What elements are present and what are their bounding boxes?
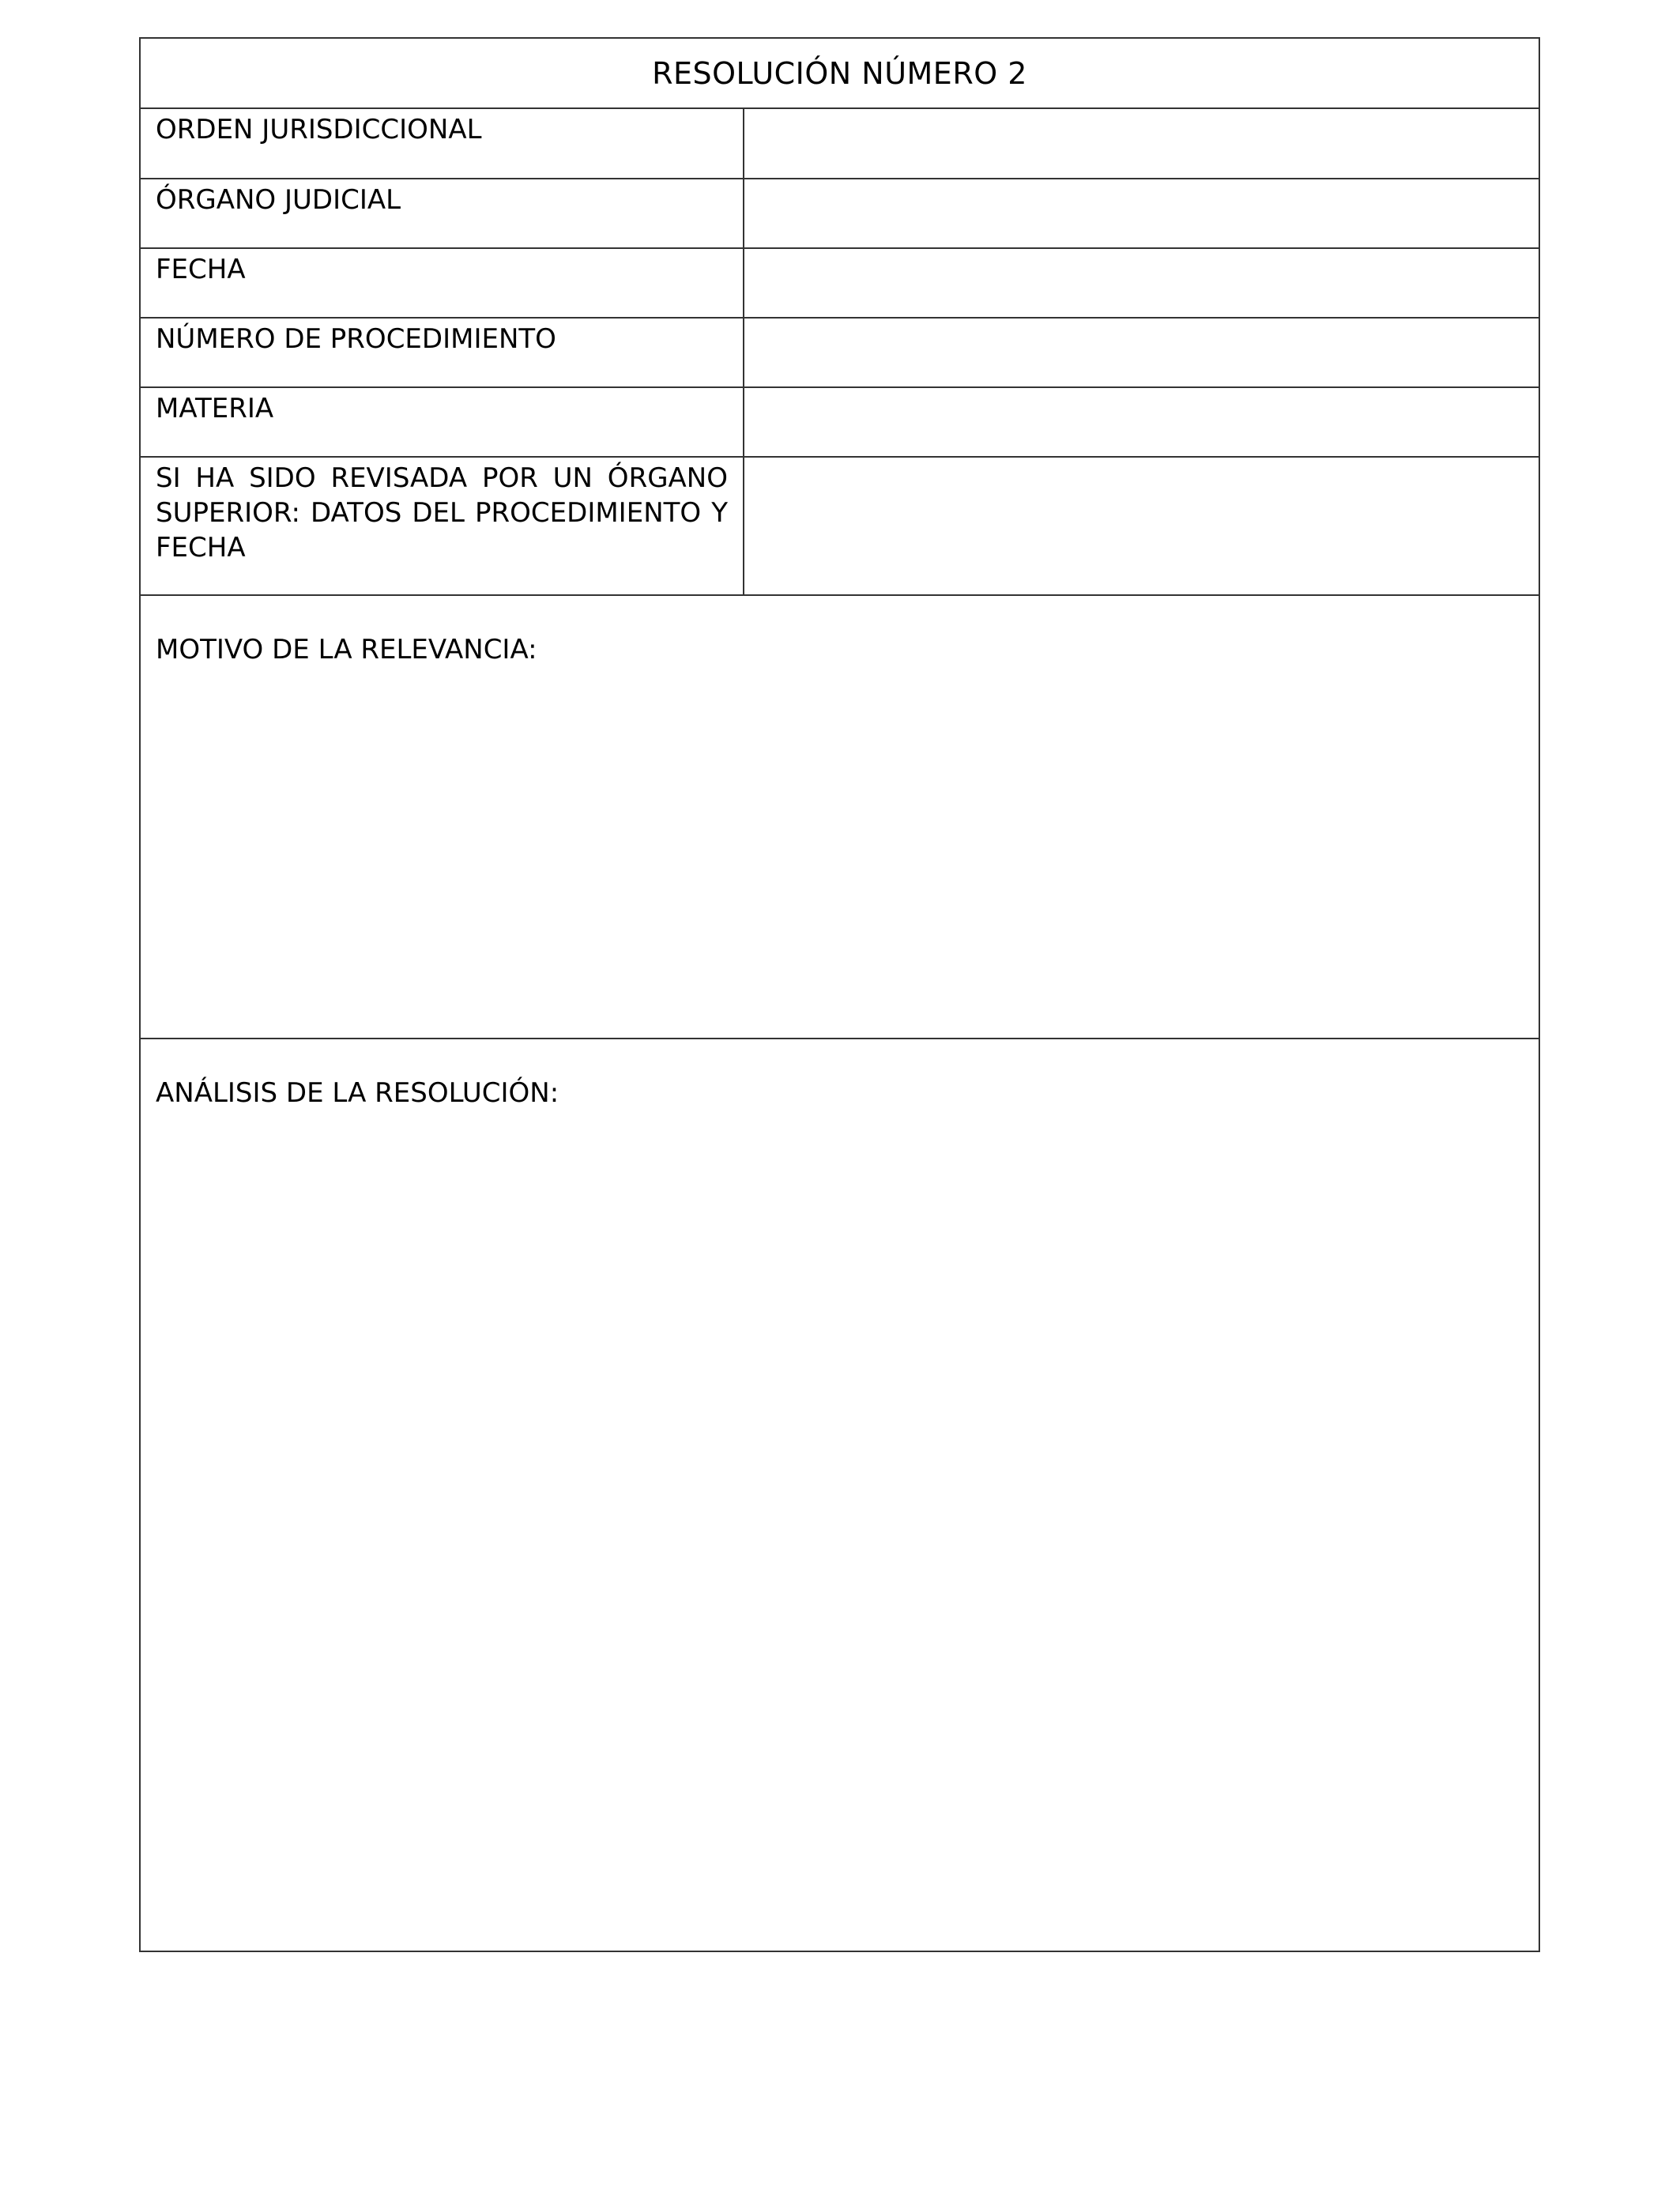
field-row-materia bbox=[141, 388, 1539, 458]
field-value-materia[interactable] bbox=[744, 388, 1539, 456]
section-motivo-relevancia[interactable] bbox=[141, 596, 1539, 1039]
field-value-orden-jurisdiccional[interactable] bbox=[744, 109, 1539, 178]
form-title: RESOLUCIÓN NÚMERO 2 bbox=[652, 55, 1027, 91]
field-label-orden-jurisdiccional: ORDEN JURISDICCIONAL bbox=[141, 109, 744, 178]
field-label-numero-procedimiento: NÚMERO DE PROCEDIMIENTO bbox=[141, 319, 744, 386]
field-row-fecha bbox=[141, 249, 1539, 319]
field-value-fecha[interactable] bbox=[744, 249, 1539, 317]
section-analisis-resolucion[interactable] bbox=[141, 1039, 1539, 1951]
field-label-fecha: FECHA bbox=[141, 249, 744, 317]
field-row-numero-procedimiento bbox=[141, 319, 1539, 388]
section-label-motivo-relevancia: MOTIVO DE LA RELEVANCIA: bbox=[156, 634, 537, 665]
field-label-materia: MATERIA bbox=[141, 388, 744, 456]
field-label-revision-superior: SI HA SIDO REVISADA POR UN ÓRGANO SUPERIOR: DATOS DEL PROCEDIMIENTO Y FECHA bbox=[141, 458, 744, 594]
resolution-form bbox=[139, 37, 1540, 1952]
field-value-revision-superior[interactable] bbox=[744, 458, 1539, 594]
field-row-organo-judicial bbox=[141, 179, 1539, 249]
section-label-analisis-resolucion: ANÁLISIS DE LA RESOLUCIÓN: bbox=[156, 1077, 559, 1109]
field-value-numero-procedimiento[interactable] bbox=[744, 319, 1539, 386]
field-row-revision-superior bbox=[141, 458, 1539, 596]
form-title-row bbox=[141, 39, 1539, 109]
field-row-orden-jurisdiccional bbox=[141, 109, 1539, 179]
field-label-organo-judicial: ÓRGANO JUDICIAL bbox=[141, 179, 744, 247]
field-value-organo-judicial[interactable] bbox=[744, 179, 1539, 247]
